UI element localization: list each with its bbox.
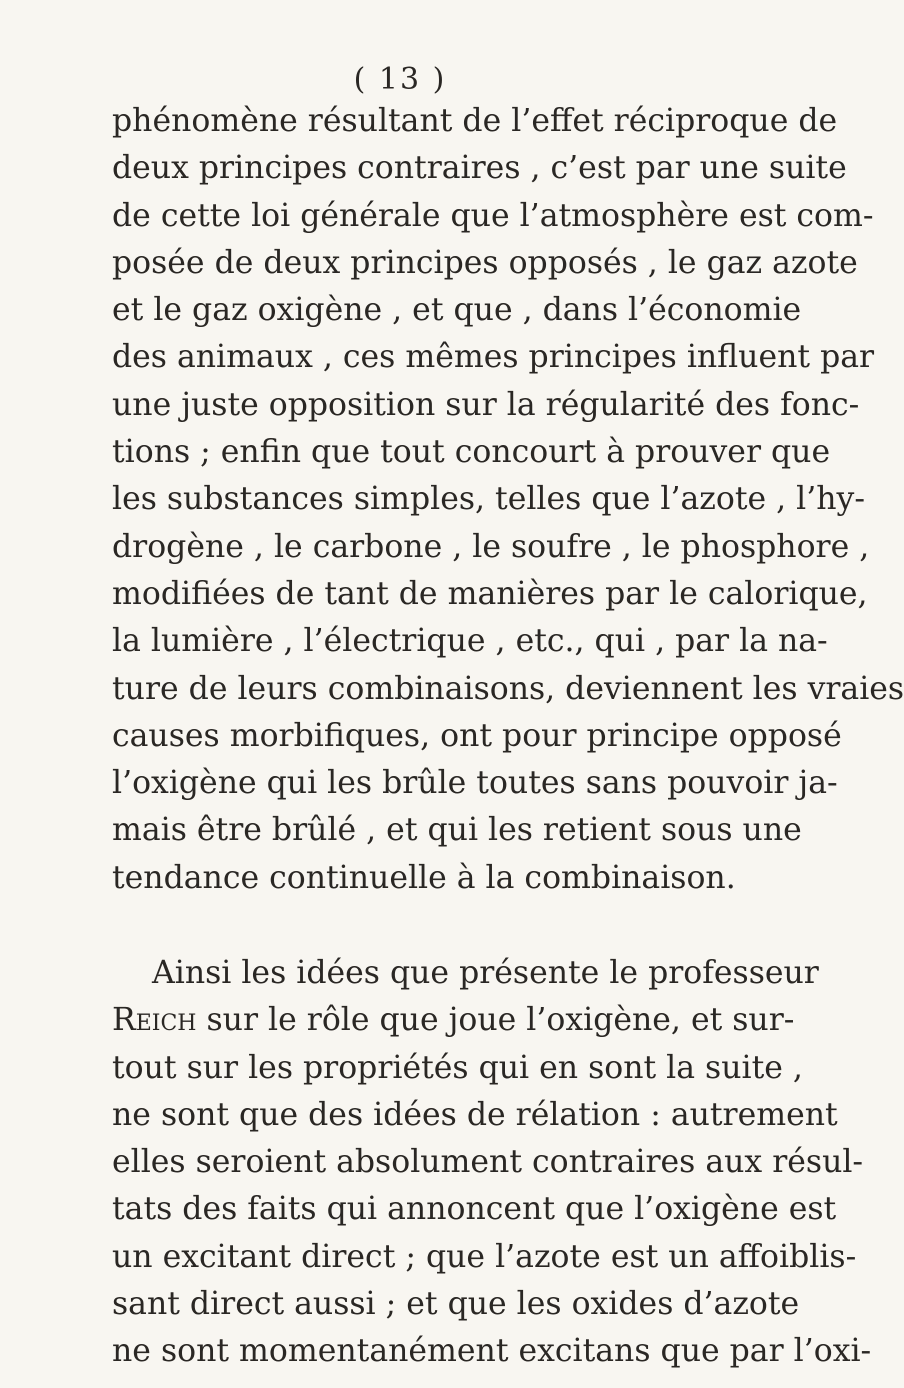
text-line: l’oxigène qui les brûle toutes sans pouvoir ja- xyxy=(112,765,838,802)
text-line: tions ; enfin que tout concourt à prouver que xyxy=(112,434,831,471)
text-line: mais être brûlé , et qui les retient sous une xyxy=(112,812,802,849)
text-line: des animaux , ces mêmes principes influent par xyxy=(112,339,875,376)
text-line: un excitant direct ; que l’azote est un affoiblis- xyxy=(112,1238,857,1275)
paragraph-2 xyxy=(112,950,872,1376)
text-line: tout sur les propriétés qui en sont la suite , xyxy=(112,1049,803,1086)
text-line: posée de deux principes opposés , le gaz azote xyxy=(112,244,858,281)
text-line: elles seroient absolument contraires aux résul- xyxy=(112,1144,864,1181)
text-line: ne sont momentanément excitans que par l’oxi- xyxy=(112,1333,872,1370)
text-line: modifiées de tant de manières par le calorique, xyxy=(112,575,868,612)
paragraph-1 xyxy=(112,98,904,902)
text-line: et le gaz oxigène , et que , dans l’économie xyxy=(112,292,802,329)
text-line: tendance continuelle à la combinaison. xyxy=(112,859,736,896)
text-line: drogène , le carbone , le soufre , le phosphore , xyxy=(112,528,870,565)
text-line xyxy=(112,997,795,1044)
text-line: phénomène résultant de l’effet réciproque de xyxy=(112,103,838,139)
text-fragment: sur le rôle que joue l’oxigène, et sur- xyxy=(196,1002,795,1039)
text-line: deux principes contraires , c’est par une suite xyxy=(112,150,847,187)
text-line: tats des faits qui annoncent que l’oxigène est xyxy=(112,1191,837,1228)
text-line: ne sont que des idées de rélation : autrement xyxy=(112,1096,838,1133)
text-line: Ainsi les idées que présente le professeur xyxy=(152,955,819,991)
author-name: Reich xyxy=(112,1002,197,1039)
text-line: les substances simples, telles que l’azote , l’hy- xyxy=(112,481,866,518)
text-line: une juste opposition sur la régularité des fonc- xyxy=(112,386,860,423)
page-number: ( 13 ) xyxy=(353,62,447,97)
text-line: la lumière , l’électrique , etc., qui , par la na- xyxy=(112,623,828,660)
text-line: sant direct aussi ; et que les oxides d’azote xyxy=(112,1286,800,1323)
text-line: ture de leurs combinaisons, deviennent les vraies xyxy=(112,670,904,707)
text-line: causes morbifiques, ont pour principe opposé xyxy=(112,717,842,754)
text-line: de cette loi générale que l’atmosphère est com- xyxy=(112,197,874,234)
